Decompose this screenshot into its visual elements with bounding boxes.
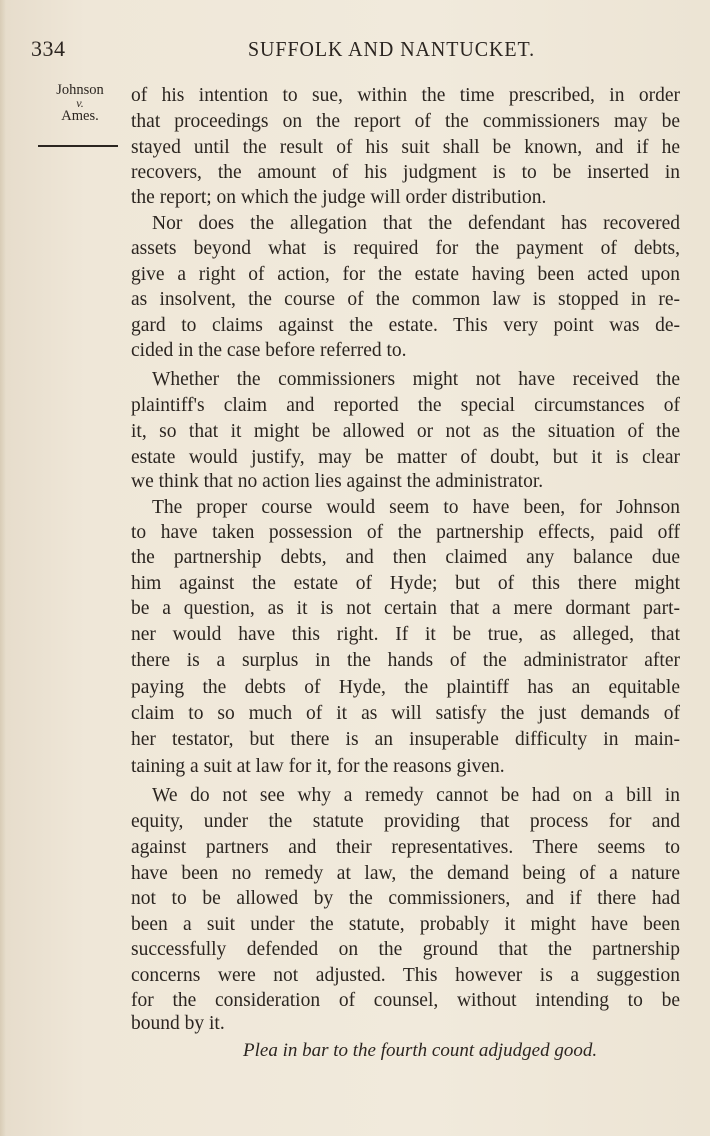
text-line: the partnership debts, and then claimed any balance due	[131, 547, 680, 568]
text-line: plaintiff's claim and reported the special circumstances of	[131, 395, 680, 416]
text-line: Nor does the allegation that the defendant has recovered	[152, 213, 680, 234]
versus-abbrev: v.	[76, 96, 84, 110]
text-line: stayed until the result of his suit shall be known, and if he	[131, 137, 680, 158]
text-line: equity, under the statute providing that process for and	[131, 811, 680, 832]
text-line: we think that no action lies against the administrator.	[131, 471, 544, 492]
page-number: 334	[31, 36, 66, 61]
margin-rule	[38, 145, 118, 147]
text-line: of his intention to sue, within the time prescribed, in order	[131, 85, 680, 106]
text-line: as insolvent, the course of the common law is stopped in re-	[131, 289, 680, 310]
text-line: taining a suit at law for it, for the reasons given.	[131, 756, 505, 777]
text-line: assets beyond what is required for the payment of debts,	[131, 238, 680, 259]
text-line: not to be allowed by the commissioners, and if there had	[131, 888, 680, 909]
text-line: be a question, as it is not certain that a mere dormant part-	[131, 598, 680, 619]
text-line: ner would have this right. If it be true, as alleged, that	[131, 624, 680, 645]
text-line: for the consideration of counsel, without intending to be	[131, 990, 680, 1011]
text-line: that proceedings on the report of the commissioners may be	[131, 111, 680, 132]
text-line: to have taken possession of the partnership effects, paid off	[131, 522, 680, 543]
text-line: successfully defended on the ground that the partnership	[131, 939, 680, 960]
text-line: claim to so much of it as will satisfy the just demands of	[131, 703, 680, 724]
scan-edge-shadow	[0, 0, 6, 1136]
text-line: estate would justify, may be matter of doubt, but it is clear	[131, 447, 680, 468]
case-margin-note	[40, 82, 120, 124]
text-line: cided in the case before referred to.	[131, 340, 407, 361]
text-line: Whether the commissioners might not have received the	[152, 369, 680, 390]
text-line: The proper course would seem to have been, for Johnson	[152, 497, 680, 518]
text-line: the report; on which the judge will order distribution.	[131, 187, 547, 208]
text-line: her testator, but there is an insuperable difficulty in main-	[131, 729, 680, 750]
text-line: give a right of action, for the estate having been acted upon	[131, 264, 680, 285]
text-line: concerns were not adjusted. This however is a suggestion	[131, 965, 680, 986]
text-line: have been no remedy at law, the demand being of a nature	[131, 863, 680, 884]
text-line: We do not see why a remedy cannot be had on a bill in	[152, 785, 680, 806]
running-head: SUFFOLK AND NANTUCKET.	[248, 37, 536, 61]
defendant-name: Ames.	[61, 108, 99, 124]
text-line: there is a surplus in the hands of the administrator after	[131, 650, 680, 671]
text-line: him against the estate of Hyde; but of this there might	[131, 573, 680, 594]
text-line: against partners and their representatives. There seems to	[131, 837, 680, 858]
text-line: gard to claims against the estate. This very point was de-	[131, 315, 680, 336]
text-line: recovers, the amount of his judgment is to be inserted in	[131, 162, 680, 183]
text-line: bound by it.	[131, 1013, 225, 1034]
plaintiff-name: Johnson	[56, 82, 104, 98]
text-line: been a suit under the statute, probably it might have been	[131, 914, 680, 935]
text-line: it, so that it might be allowed or not as the situation of the	[131, 421, 680, 442]
judgment-line: Plea in bar to the fourth count adjudged good.	[243, 1040, 598, 1061]
text-line: paying the debts of Hyde, the plaintiff has an equitable	[131, 677, 680, 698]
